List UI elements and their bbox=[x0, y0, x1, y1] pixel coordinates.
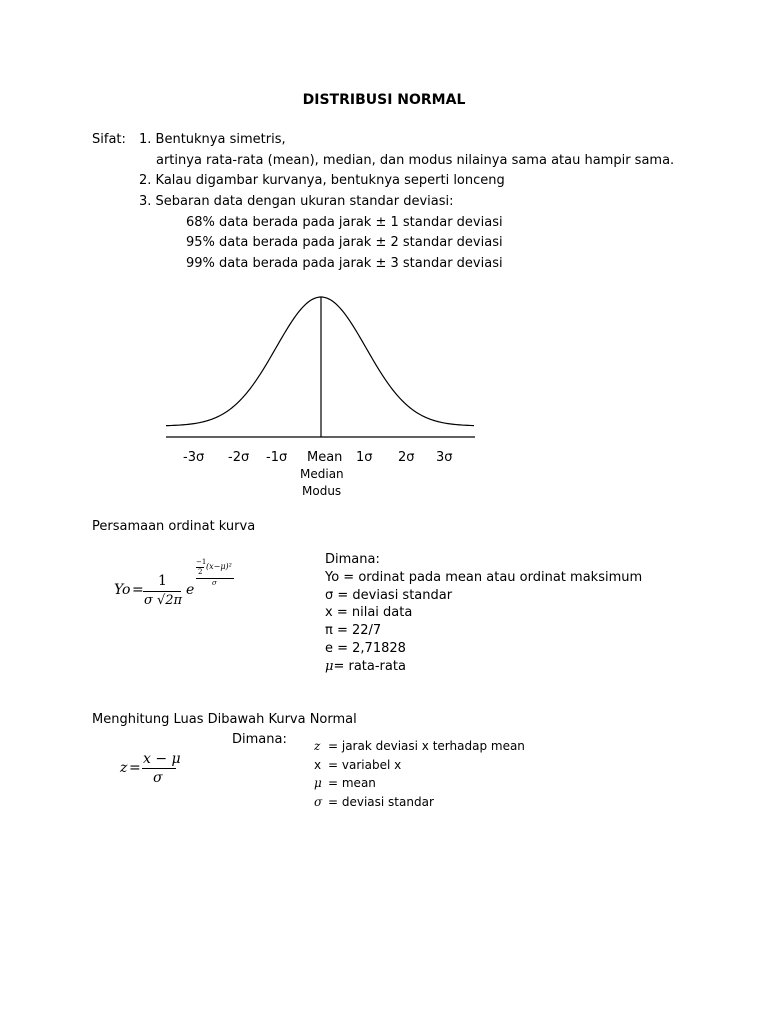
ordinat-fraction-bar bbox=[143, 591, 181, 592]
ordinat-formula-lhs: Yo bbox=[114, 582, 131, 598]
sifat-sub-3: 99% data berada pada jarak ± 3 standar deviasi bbox=[186, 256, 503, 271]
ordinat-dimana: Dimana: bbox=[325, 552, 380, 567]
luas-def-x-text: = variabel x bbox=[328, 758, 402, 772]
modus-label: Modus bbox=[302, 484, 342, 498]
luas-def-z-symbol: z bbox=[314, 739, 321, 753]
ordinat-formula-eq: = bbox=[132, 582, 144, 598]
luas-def-sigma-symbol: σ bbox=[314, 795, 323, 809]
luas-def-sigma-text: = deviasi standar bbox=[328, 795, 434, 809]
luas-def-z bbox=[314, 740, 525, 752]
luas-def-x-symbol: x bbox=[314, 758, 322, 772]
sifat-item-3: 3. Sebaran data dengan ukuran standar deviasi: bbox=[139, 194, 454, 209]
luas-heading: Menghitung Luas Dibawah Kurva Normal bbox=[92, 712, 357, 727]
luas-fraction-bar bbox=[142, 768, 176, 769]
luas-formula-num: x − μ bbox=[143, 751, 181, 767]
luas-dimana: Dimana: bbox=[232, 732, 287, 747]
tick-minus-2-sigma: -2σ bbox=[228, 450, 250, 465]
luas-formula-lhs: z bbox=[120, 760, 128, 776]
ordinat-heading: Persamaan ordinat kurva bbox=[92, 519, 256, 534]
tick-mean: Mean bbox=[307, 450, 343, 465]
sifat-item-1: 1. Bentuknya simetris, bbox=[139, 132, 286, 147]
ordinat-formula-den: σ √2π bbox=[144, 593, 183, 608]
luas-def-sigma bbox=[314, 796, 434, 808]
luas-def-mu bbox=[314, 777, 376, 789]
ordinat-def-sigma: σ = deviasi standar bbox=[325, 588, 453, 603]
tick-1-sigma: 1σ bbox=[356, 450, 373, 465]
page-title: DISTRIBUSI NORMAL bbox=[302, 92, 466, 108]
luas-def-mu-symbol: μ bbox=[314, 776, 322, 790]
ordinat-def-yo: Yo = ordinat pada mean atau ordinat maksimum bbox=[325, 570, 643, 585]
ordinat-formula-num: 1 bbox=[158, 573, 167, 589]
ordinat-formula-e: e bbox=[186, 582, 195, 598]
luas-def-mu-text: = mean bbox=[328, 776, 376, 790]
median-label: Median bbox=[300, 467, 344, 481]
sifat-label: Sifat: bbox=[92, 132, 126, 147]
ordinat-def-mu-text: = rata-rata bbox=[333, 659, 406, 674]
luas-formula-eq: = bbox=[129, 760, 141, 776]
ordinat-def-e: e = 2,71828 bbox=[325, 641, 406, 656]
ordinat-def-mu bbox=[325, 660, 406, 673]
bell-curve bbox=[166, 297, 474, 426]
luas-def-z-text: = jarak deviasi x terhadap mean bbox=[328, 739, 525, 753]
sifat-sub-2: 95% data berada pada jarak ± 2 standar deviasi bbox=[186, 235, 503, 250]
exp-frac-den: 2 bbox=[198, 568, 203, 576]
ordinat-def-pi: π = 22/7 bbox=[325, 623, 382, 638]
ordinat-def-mu-symbol: μ bbox=[325, 659, 334, 674]
exp-rest: (x−μ)² bbox=[206, 562, 232, 571]
exp-den: σ bbox=[212, 579, 217, 587]
tick-2-sigma: 2σ bbox=[398, 450, 415, 465]
sifat-sub-1: 68% data berada pada jarak ± 1 standar deviasi bbox=[186, 215, 503, 230]
ordinat-def-x: x = nilai data bbox=[325, 605, 413, 620]
tick-3-sigma: 3σ bbox=[436, 450, 453, 465]
sifat-item-2: 2. Kalau digambar kurvanya, bentuknya seperti lonceng bbox=[139, 173, 505, 188]
tick-minus-1-sigma: -1σ bbox=[266, 450, 288, 465]
tick-minus-3-sigma: -3σ bbox=[183, 450, 205, 465]
luas-formula-den: σ bbox=[153, 770, 163, 786]
luas-def-x bbox=[314, 759, 401, 771]
exp-frac-num: −1 bbox=[196, 558, 207, 566]
sifat-item-1-cont: artinya rata-rata (mean), median, dan modus nilainya sama atau hampir sama. bbox=[156, 153, 675, 168]
